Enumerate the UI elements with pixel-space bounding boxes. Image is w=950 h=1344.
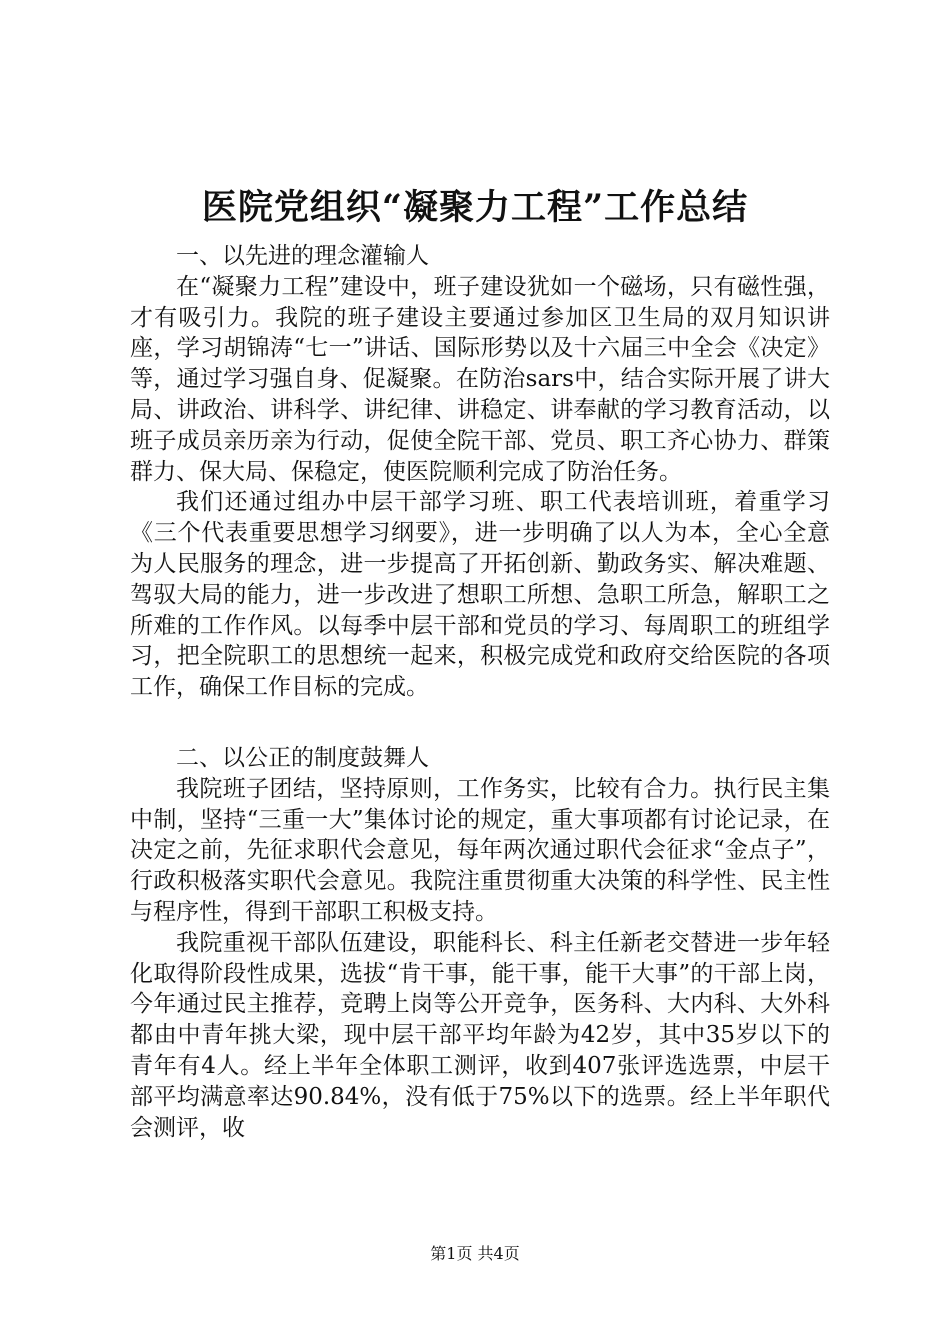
document-body xyxy=(130,241,830,1143)
section1-paragraph-2: 我们还通过组办中层干部学习班、职工代表培训班，着重学习《三个代表重要思想学习纲要》，进一步明确了以人为本，全心全意为人民服务的理念，进一步提高了开拓创新、勤政务实、解决难题、驾驭大局的能力，进一步改进了想职工所想、急职工所急，解职工之所难的工作作风。以每季中层干部和党员的学习、每周职工的班组学习，把全院职工的思想统一起来，积极完成党和政府交给医院的各项工作，确保工作目标的完成。 xyxy=(130,489,830,701)
document-title: 医院党组织“凝聚力工程”工作总结 xyxy=(201,187,749,228)
section2-heading: 二、以公正的制度鼓舞人 xyxy=(176,744,429,771)
section1-heading: 一、以先进的理念灌输人 xyxy=(176,243,429,269)
section-spacer xyxy=(130,703,830,743)
section1-paragraph-1: 在“凝聚力工程”建设中，班子建设犹如一个磁场，只有磁性强，才有吸引力。我院的班子建设主要通过参加区卫生局的双月知识讲座，学习胡锦涛“七一”讲话、国际形势以及十六届三中全会《决定》等，通过学习强自身、促凝聚。在防治sars中，结合实际开展了讲大局、讲政治、讲科学、讲纪律、讲稳定、讲奉献的学习教育活动，以班子成员亲历亲为行动，促使全院干部、党员、职工齐心协力、群策群力、保大局、保稳定，使医院顺利完成了防治任务。 xyxy=(130,273,830,485)
page-footer: 第1页 共4页 xyxy=(430,1244,520,1263)
section2-paragraph-2: 我院重视干部队伍建设，职能科长、科主任新老交替进一步年轻化取得阶段性成果，选拔“肯干事，能干事，能干大事”的干部上岗，今年通过民主推荐，竞聘上岗等公开竞争，医务科、大内科、大外科都由中青年挑大梁，现中层干部平均年龄为42岁，其中35岁以下的青年有4人。经上半年全体职工测评，收到407张评选选票，中层干部平均满意率达90.84%，没有低于75%以下的选票。经上半年职代会测评，收 xyxy=(130,929,830,1141)
section2-paragraph-1: 我院班子团结，坚持原则，工作务实，比较有合力。执行民主集中制，坚持“三重一大”集体讨论的规定，重大事项都有讨论记录，在决定之前，先征求职代会意见，每年两次通过职代会征求“金点子”，行政积极落实职代会意见。我院注重贯彻重大决策的科学性、民主性与程序性，得到干部职工积极支持。 xyxy=(130,775,830,925)
